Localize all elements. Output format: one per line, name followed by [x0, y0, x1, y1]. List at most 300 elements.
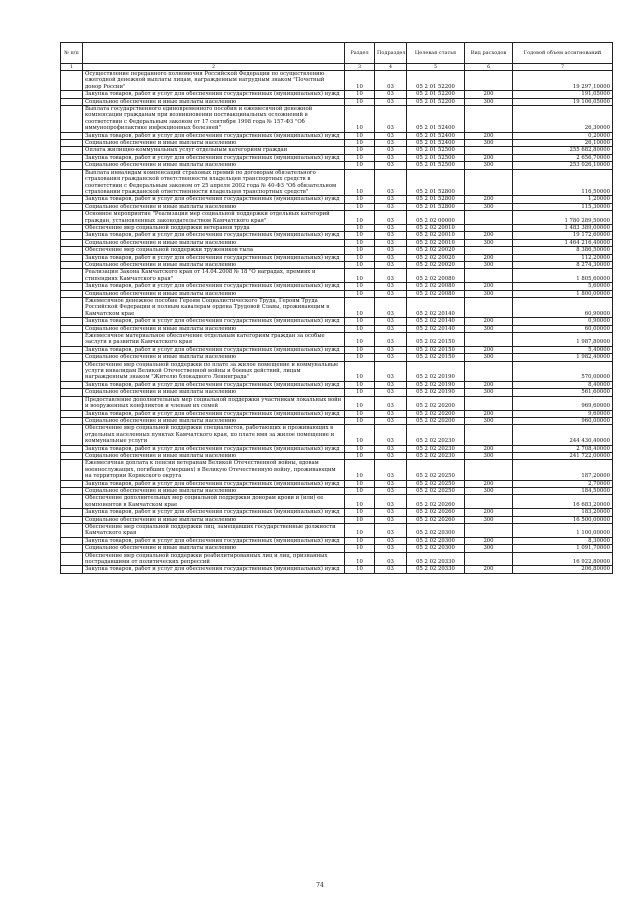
table-row	[61, 247, 613, 254]
row-amount-cell: 0,20000	[513, 132, 613, 139]
row-subsection-cell: 03	[375, 410, 407, 417]
row-target-cell: 05 2 01 52400	[407, 106, 465, 133]
row-amount-cell: 1 987,80000	[513, 333, 613, 347]
row-section-cell: 10	[345, 132, 375, 139]
row-section-cell: 10	[345, 224, 375, 231]
row-number-cell	[61, 318, 83, 325]
row-section-cell: 10	[345, 71, 375, 91]
table-row	[61, 91, 613, 98]
row-name-cell: Социальное обеспечение и иные выплаты населению	[83, 290, 345, 297]
row-section-cell: 10	[345, 333, 375, 347]
row-number-cell	[61, 410, 83, 417]
row-number-cell	[61, 211, 83, 225]
row-number-cell	[61, 566, 83, 573]
table-row	[61, 425, 613, 445]
table-row	[61, 147, 613, 154]
row-amount-cell: 116,50000	[513, 169, 613, 196]
row-name-cell: Ежемесячная доплата к пенсии ветеранам Великой Отечественной войны, вдовам военнослужащих, погибших (умерших) в Великую Отечественную войну, проживающим на территории Корякского округа	[83, 460, 345, 480]
row-section-cell: 10	[345, 487, 375, 494]
row-section-cell: 10	[345, 211, 375, 225]
table-row	[61, 203, 613, 210]
row-subsection-cell: 03	[375, 566, 407, 573]
row-target-cell: 05 2 02 20140	[407, 298, 465, 318]
row-subsection-cell: 03	[375, 361, 407, 381]
row-target-cell: 05 2 02 20200	[407, 396, 465, 410]
row-name-cell: Реализация Закона Камчатского края от 14.04.2008 № 18 "О наградах, премиях и стипендиях Камчатского края"	[83, 269, 345, 283]
row-target-cell: 05 2 02 20080	[407, 290, 465, 297]
row-target-cell: 05 2 01 52200	[407, 71, 465, 91]
table-row	[61, 211, 613, 225]
row-expense-cell	[465, 333, 513, 347]
row-expense-cell: 200	[465, 196, 513, 203]
row-section-cell: 10	[345, 290, 375, 297]
row-number-cell	[61, 325, 83, 332]
row-target-cell: 05 2 02 20200	[407, 417, 465, 424]
row-expense-cell	[465, 524, 513, 538]
row-expense-cell: 200	[465, 537, 513, 544]
row-target-cell: 05 2 01 52200	[407, 91, 465, 98]
row-name-cell: Закупка товаров, работ и услуг для обеспечения государственных (муниципальных) нужд	[83, 566, 345, 573]
row-target-cell: 05 2 02 20150	[407, 333, 465, 347]
column-number: 3	[345, 64, 375, 71]
row-section-cell: 10	[345, 495, 375, 509]
row-amount-cell: 187,20000	[513, 460, 613, 480]
row-expense-cell: 200	[465, 254, 513, 261]
row-name-cell: Обеспечение мер социальной поддержки ветеранов труда	[83, 224, 345, 231]
row-section-cell: 10	[345, 147, 375, 154]
table-row	[61, 460, 613, 480]
row-expense-cell	[465, 460, 513, 480]
row-section-cell: 10	[345, 524, 375, 538]
table-row	[61, 98, 613, 105]
row-target-cell: 05 2 02 00000	[407, 211, 465, 225]
row-section-cell: 10	[345, 196, 375, 203]
row-section-cell: 10	[345, 480, 375, 487]
row-target-cell: 05 2 02 20010	[407, 224, 465, 231]
row-section-cell: 10	[345, 140, 375, 147]
row-amount-cell: 184,50000	[513, 487, 613, 494]
table-row	[61, 495, 613, 509]
row-section-cell: 10	[345, 417, 375, 424]
row-amount-cell: 8,40000	[513, 381, 613, 388]
row-amount-cell: 8 386,50000	[513, 247, 613, 254]
row-number-cell	[61, 298, 83, 318]
row-name-cell: Предоставление дополнительных мер социальной поддержки участникам локальных войн и вооруженных конфликтов и членам их семей	[83, 396, 345, 410]
row-name-cell: Социальное обеспечение и иные выплаты населению	[83, 98, 345, 105]
row-section-cell: 10	[345, 452, 375, 459]
row-section-cell: 10	[345, 239, 375, 246]
row-name-cell: Обеспечение мер социальной поддержки лиц, замещавших государственные должности Камчатского края	[83, 524, 345, 538]
table-row	[61, 283, 613, 290]
row-name-cell: Закупка товаров, работ и услуг для обеспечения государственных (муниципальных) нужд	[83, 254, 345, 261]
row-section-cell: 10	[345, 381, 375, 388]
row-name-cell: Закупка товаров, работ и услуг для обеспечения государственных (муниципальных) нужд	[83, 318, 345, 325]
column-number-row	[61, 64, 613, 71]
row-target-cell: 05 2 02 20260	[407, 516, 465, 523]
row-number-cell	[61, 98, 83, 105]
row-subsection-cell: 03	[375, 269, 407, 283]
row-amount-cell: 8,30000	[513, 537, 613, 544]
row-name-cell: Закупка товаров, работ и услуг для обеспечения государственных (муниципальных) нужд	[83, 232, 345, 239]
row-subsection-cell: 03	[375, 254, 407, 261]
row-expense-cell	[465, 106, 513, 133]
row-section-cell: 10	[345, 203, 375, 210]
row-number-cell	[61, 480, 83, 487]
budget-table	[60, 42, 613, 574]
row-section-cell: 10	[345, 298, 375, 318]
row-target-cell: 05 2 02 20330	[407, 566, 465, 573]
row-subsection-cell: 03	[375, 203, 407, 210]
row-expense-cell	[465, 396, 513, 410]
row-name-cell: Социальное обеспечение и иные выплаты населению	[83, 325, 345, 332]
row-name-cell: Социальное обеспечение и иные выплаты населению	[83, 203, 345, 210]
row-number-cell	[61, 495, 83, 509]
row-subsection-cell: 03	[375, 545, 407, 552]
row-target-cell: 05 2 02 20020	[407, 247, 465, 254]
row-subsection-cell: 03	[375, 261, 407, 268]
row-expense-cell: 200	[465, 232, 513, 239]
row-amount-cell: 2,70000	[513, 480, 613, 487]
table-row	[61, 545, 613, 552]
row-expense-cell: 300	[465, 203, 513, 210]
table-row	[61, 524, 613, 538]
row-subsection-cell: 03	[375, 325, 407, 332]
row-number-cell	[61, 452, 83, 459]
row-name-cell: Социальное обеспечение и иные выплаты населению	[83, 354, 345, 361]
row-subsection-cell: 03	[375, 91, 407, 98]
row-expense-cell: 200	[465, 445, 513, 452]
header-section: Раздел	[345, 43, 375, 64]
row-number-cell	[61, 91, 83, 98]
row-subsection-cell: 03	[375, 106, 407, 133]
row-section-cell: 10	[345, 98, 375, 105]
row-subsection-cell: 03	[375, 487, 407, 494]
row-subsection-cell: 03	[375, 389, 407, 396]
row-target-cell: 05 2 02 20330	[407, 552, 465, 566]
row-target-cell: 05 2 01 52800	[407, 196, 465, 203]
row-number-cell	[61, 132, 83, 139]
table-row	[61, 196, 613, 203]
row-subsection-cell: 03	[375, 290, 407, 297]
row-amount-cell: 241 722,00000	[513, 452, 613, 459]
row-number-cell	[61, 381, 83, 388]
row-target-cell: 05 2 02 20260	[407, 495, 465, 509]
row-target-cell: 05 2 02 20150	[407, 346, 465, 353]
row-name-cell: Социальное обеспечение и иные выплаты населению	[83, 516, 345, 523]
row-amount-cell: 1 800,00000	[513, 290, 613, 297]
row-amount-cell: 26,30000	[513, 106, 613, 133]
row-name-cell: Обеспечение мер социальной поддержки специалистов, работающих и проживающих в отдельных населенных пунктах Камчатского края, по плате имя за жилое помещение и коммунальные услуги	[83, 425, 345, 445]
row-name-cell: Обеспечение мер социальной поддержки реабилитированных лиц и лиц, признанных пострадавшими от политических репрессий	[83, 552, 345, 566]
header-num: № п/п	[61, 43, 83, 64]
table-row	[61, 269, 613, 283]
table-row	[61, 487, 613, 494]
row-name-cell: Социальное обеспечение и иные выплаты населению	[83, 545, 345, 552]
row-expense-cell: 200	[465, 381, 513, 388]
row-section-cell: 10	[345, 537, 375, 544]
table-row	[61, 140, 613, 147]
row-subsection-cell: 03	[375, 381, 407, 388]
row-expense-cell: 200	[465, 154, 513, 161]
row-name-cell: Закупка товаров, работ и услуг для обеспечения государственных (муниципальных) нужд	[83, 509, 345, 516]
row-amount-cell: 8 274,30000	[513, 261, 613, 268]
row-section-cell: 10	[345, 162, 375, 169]
row-target-cell: 05 2 02 20150	[407, 354, 465, 361]
row-section-cell: 10	[345, 346, 375, 353]
row-amount-cell: 960,00000	[513, 417, 613, 424]
row-section-cell: 10	[345, 325, 375, 332]
table-body	[61, 71, 613, 574]
column-number: 4	[375, 64, 407, 71]
table-row	[61, 552, 613, 566]
table-row	[61, 254, 613, 261]
row-target-cell: 05 2 02 20190	[407, 381, 465, 388]
row-number-cell	[61, 247, 83, 254]
column-number: 2	[83, 64, 345, 71]
column-number: 5	[407, 64, 465, 71]
table-row	[61, 162, 613, 169]
table-row	[61, 325, 613, 332]
row-number-cell	[61, 169, 83, 196]
row-amount-cell: 969,60000	[513, 396, 613, 410]
row-amount-cell: 1 780 289,50000	[513, 211, 613, 225]
row-subsection-cell: 03	[375, 232, 407, 239]
row-expense-cell: 300	[465, 389, 513, 396]
table-row	[61, 537, 613, 544]
row-target-cell: 05 2 02 20200	[407, 410, 465, 417]
row-section-cell: 10	[345, 552, 375, 566]
row-name-cell: Закупка товаров, работ и услуг для обеспечения государственных (муниципальных) нужд	[83, 91, 345, 98]
table-row	[61, 318, 613, 325]
row-name-cell: Закупка товаров, работ и услуг для обеспечения государственных (муниципальных) нужд	[83, 346, 345, 353]
row-number-cell	[61, 290, 83, 297]
table-row	[61, 71, 613, 91]
row-subsection-cell: 03	[375, 154, 407, 161]
table-row	[61, 509, 613, 516]
row-number-cell	[61, 106, 83, 133]
row-subsection-cell: 03	[375, 445, 407, 452]
row-amount-cell: 570,00000	[513, 361, 613, 381]
table-row	[61, 396, 613, 410]
header-target-article: Целевая статья	[407, 43, 465, 64]
row-section-cell: 10	[345, 361, 375, 381]
row-subsection-cell: 03	[375, 396, 407, 410]
table-row	[61, 381, 613, 388]
row-name-cell: Социальное обеспечение и иные выплаты населению	[83, 162, 345, 169]
row-section-cell: 10	[345, 91, 375, 98]
row-section-cell: 10	[345, 566, 375, 573]
row-number-cell	[61, 261, 83, 268]
table-row	[61, 261, 613, 268]
row-name-cell: Оплата жилищно-коммунальных услуг отдельным категориям граждан	[83, 147, 345, 154]
table-row	[61, 480, 613, 487]
row-name-cell: Закупка товаров, работ и услуг для обеспечения государственных (муниципальных) нужд	[83, 410, 345, 417]
row-target-cell: 05 2 02 20230	[407, 445, 465, 452]
row-section-cell: 10	[345, 247, 375, 254]
row-subsection-cell: 03	[375, 480, 407, 487]
table-row	[61, 232, 613, 239]
row-section-cell: 10	[345, 232, 375, 239]
row-amount-cell: 561,60000	[513, 389, 613, 396]
row-subsection-cell: 03	[375, 132, 407, 139]
row-section-cell: 10	[345, 318, 375, 325]
row-number-cell	[61, 232, 83, 239]
row-amount-cell: 206,80000	[513, 566, 613, 573]
row-target-cell: 05 2 01 52200	[407, 98, 465, 105]
row-number-cell	[61, 154, 83, 161]
row-amount-cell: 16 922,80000	[513, 552, 613, 566]
table-row	[61, 224, 613, 231]
row-name-cell: Социальное обеспечение и иные выплаты населению	[83, 417, 345, 424]
row-number-cell	[61, 269, 83, 283]
row-section-cell: 10	[345, 516, 375, 523]
row-target-cell: 05 2 02 20010	[407, 239, 465, 246]
row-name-cell: Закупка товаров, работ и услуг для обеспечения государственных (муниципальных) нужд	[83, 480, 345, 487]
row-amount-cell: 9,60000	[513, 410, 613, 417]
row-subsection-cell: 03	[375, 239, 407, 246]
table-row	[61, 106, 613, 133]
row-target-cell: 05 2 01 52800	[407, 203, 465, 210]
row-target-cell: 05 2 02 20190	[407, 389, 465, 396]
row-expense-cell: 200	[465, 91, 513, 98]
row-target-cell: 05 2 02 20140	[407, 325, 465, 332]
row-amount-cell: 1,20000	[513, 196, 613, 203]
row-target-cell: 05 2 02 20230	[407, 425, 465, 445]
row-expense-cell	[465, 169, 513, 196]
row-amount-cell: 16 500,00000	[513, 516, 613, 523]
table-row	[61, 389, 613, 396]
row-expense-cell: 300	[465, 325, 513, 332]
row-number-cell	[61, 445, 83, 452]
row-name-cell: Обеспечение мер социальной поддержки тружеников тыла	[83, 247, 345, 254]
row-name-cell: Социальное обеспечение и иные выплаты населению	[83, 261, 345, 268]
row-subsection-cell: 03	[375, 552, 407, 566]
row-amount-cell: 2 656,70000	[513, 154, 613, 161]
table-row	[61, 354, 613, 361]
row-number-cell	[61, 524, 83, 538]
table-row	[61, 298, 613, 318]
row-expense-cell	[465, 71, 513, 91]
row-expense-cell: 200	[465, 318, 513, 325]
row-expense-cell: 300	[465, 452, 513, 459]
row-name-cell: Закупка товаров, работ и услуг для обеспечения государственных (муниципальных) нужд	[83, 196, 345, 203]
page-number: 74	[316, 882, 324, 889]
row-expense-cell: 200	[465, 480, 513, 487]
row-expense-cell: 200	[465, 509, 513, 516]
row-subsection-cell: 03	[375, 147, 407, 154]
row-subsection-cell: 03	[375, 140, 407, 147]
table-row	[61, 169, 613, 196]
row-subsection-cell: 03	[375, 354, 407, 361]
row-number-cell	[61, 224, 83, 231]
row-section-cell: 10	[345, 154, 375, 161]
row-number-cell	[61, 346, 83, 353]
row-amount-cell: 244 430,40000	[513, 425, 613, 445]
row-expense-cell: 300	[465, 487, 513, 494]
row-expense-cell	[465, 361, 513, 381]
table-row	[61, 333, 613, 347]
row-amount-cell: 1 100,00000	[513, 524, 613, 538]
row-amount-cell: 112,20000	[513, 254, 613, 261]
table-row	[61, 452, 613, 459]
row-target-cell: 05 2 01 52500	[407, 162, 465, 169]
row-section-cell: 10	[345, 261, 375, 268]
row-number-cell	[61, 354, 83, 361]
row-name-cell: Обеспечение дополнительных мер социальной поддержки донорам крови и (или) ее компонентов в Камчатском крае	[83, 495, 345, 509]
row-subsection-cell: 03	[375, 318, 407, 325]
row-expense-cell: 300	[465, 98, 513, 105]
row-expense-cell: 200	[465, 283, 513, 290]
header-name	[83, 43, 345, 64]
row-expense-cell	[465, 298, 513, 318]
row-target-cell: 05 2 02 20300	[407, 524, 465, 538]
row-amount-cell: 5,40000	[513, 346, 613, 353]
row-number-cell	[61, 147, 83, 154]
row-section-cell: 10	[345, 410, 375, 417]
table-row	[61, 154, 613, 161]
row-expense-cell	[465, 247, 513, 254]
row-section-cell: 10	[345, 354, 375, 361]
row-section-cell: 10	[345, 509, 375, 516]
row-amount-cell: 1 483 389,00000	[513, 224, 613, 231]
row-amount-cell: 0,90000	[513, 318, 613, 325]
row-number-cell	[61, 140, 83, 147]
row-name-cell: Ежемесячное денежное пособие Героям Социалистического Труда, Героям Труда Российской Федерации и полным кавалерам ордена Трудовой Славы, проживающим в Камчатском крае	[83, 298, 345, 318]
row-number-cell	[61, 283, 83, 290]
row-expense-cell	[465, 269, 513, 283]
row-section-cell: 10	[345, 445, 375, 452]
row-amount-cell: 19 297,10000	[513, 71, 613, 91]
row-expense-cell: 200	[465, 132, 513, 139]
row-amount-cell: 253 026,10000	[513, 162, 613, 169]
table-row	[61, 132, 613, 139]
row-subsection-cell: 03	[375, 524, 407, 538]
row-subsection-cell: 03	[375, 224, 407, 231]
row-name-cell: Социальное обеспечение и иные выплаты населению	[83, 487, 345, 494]
table-row	[61, 239, 613, 246]
row-number-cell	[61, 71, 83, 91]
row-number-cell	[61, 552, 83, 566]
row-expense-cell: 200	[465, 410, 513, 417]
row-name-cell: Социальное обеспечение и иные выплаты населению	[83, 389, 345, 396]
row-number-cell	[61, 396, 83, 410]
table-row	[61, 346, 613, 353]
row-subsection-cell: 03	[375, 71, 407, 91]
row-number-cell	[61, 196, 83, 203]
header-subsection: Подраздел	[375, 43, 407, 64]
row-expense-cell: 200	[465, 566, 513, 573]
row-target-cell: 05 2 02 20190	[407, 361, 465, 381]
row-section-cell: 10	[345, 269, 375, 283]
column-number: 6	[465, 64, 513, 71]
row-name-cell: Выплата инвалидам компенсаций страховых премий по договорам обязательного страхования гражданской ответственности владельцев транспортных средств в соответствии с Федеральным законом от 25 апреля 2002 года № 40-ФЗ "Об обязательном страховании гражданской ответственности владельцев транспортных средств"	[83, 169, 345, 196]
row-subsection-cell: 03	[375, 509, 407, 516]
row-section-cell: 10	[345, 425, 375, 445]
row-subsection-cell: 03	[375, 537, 407, 544]
row-target-cell: 05 2 02 20250	[407, 460, 465, 480]
row-amount-cell: 191,05000	[513, 91, 613, 98]
row-subsection-cell: 03	[375, 417, 407, 424]
row-expense-cell: 200	[465, 346, 513, 353]
row-subsection-cell: 03	[375, 169, 407, 196]
row-name-cell: Закупка товаров, работ и услуг для обеспечения государственных (муниципальных) нужд	[83, 537, 345, 544]
row-expense-cell: 300	[465, 545, 513, 552]
row-amount-cell: 60,00000	[513, 325, 613, 332]
row-section-cell: 10	[345, 545, 375, 552]
table-header-row	[61, 43, 613, 64]
row-subsection-cell: 03	[375, 452, 407, 459]
row-expense-cell: 300	[465, 261, 513, 268]
